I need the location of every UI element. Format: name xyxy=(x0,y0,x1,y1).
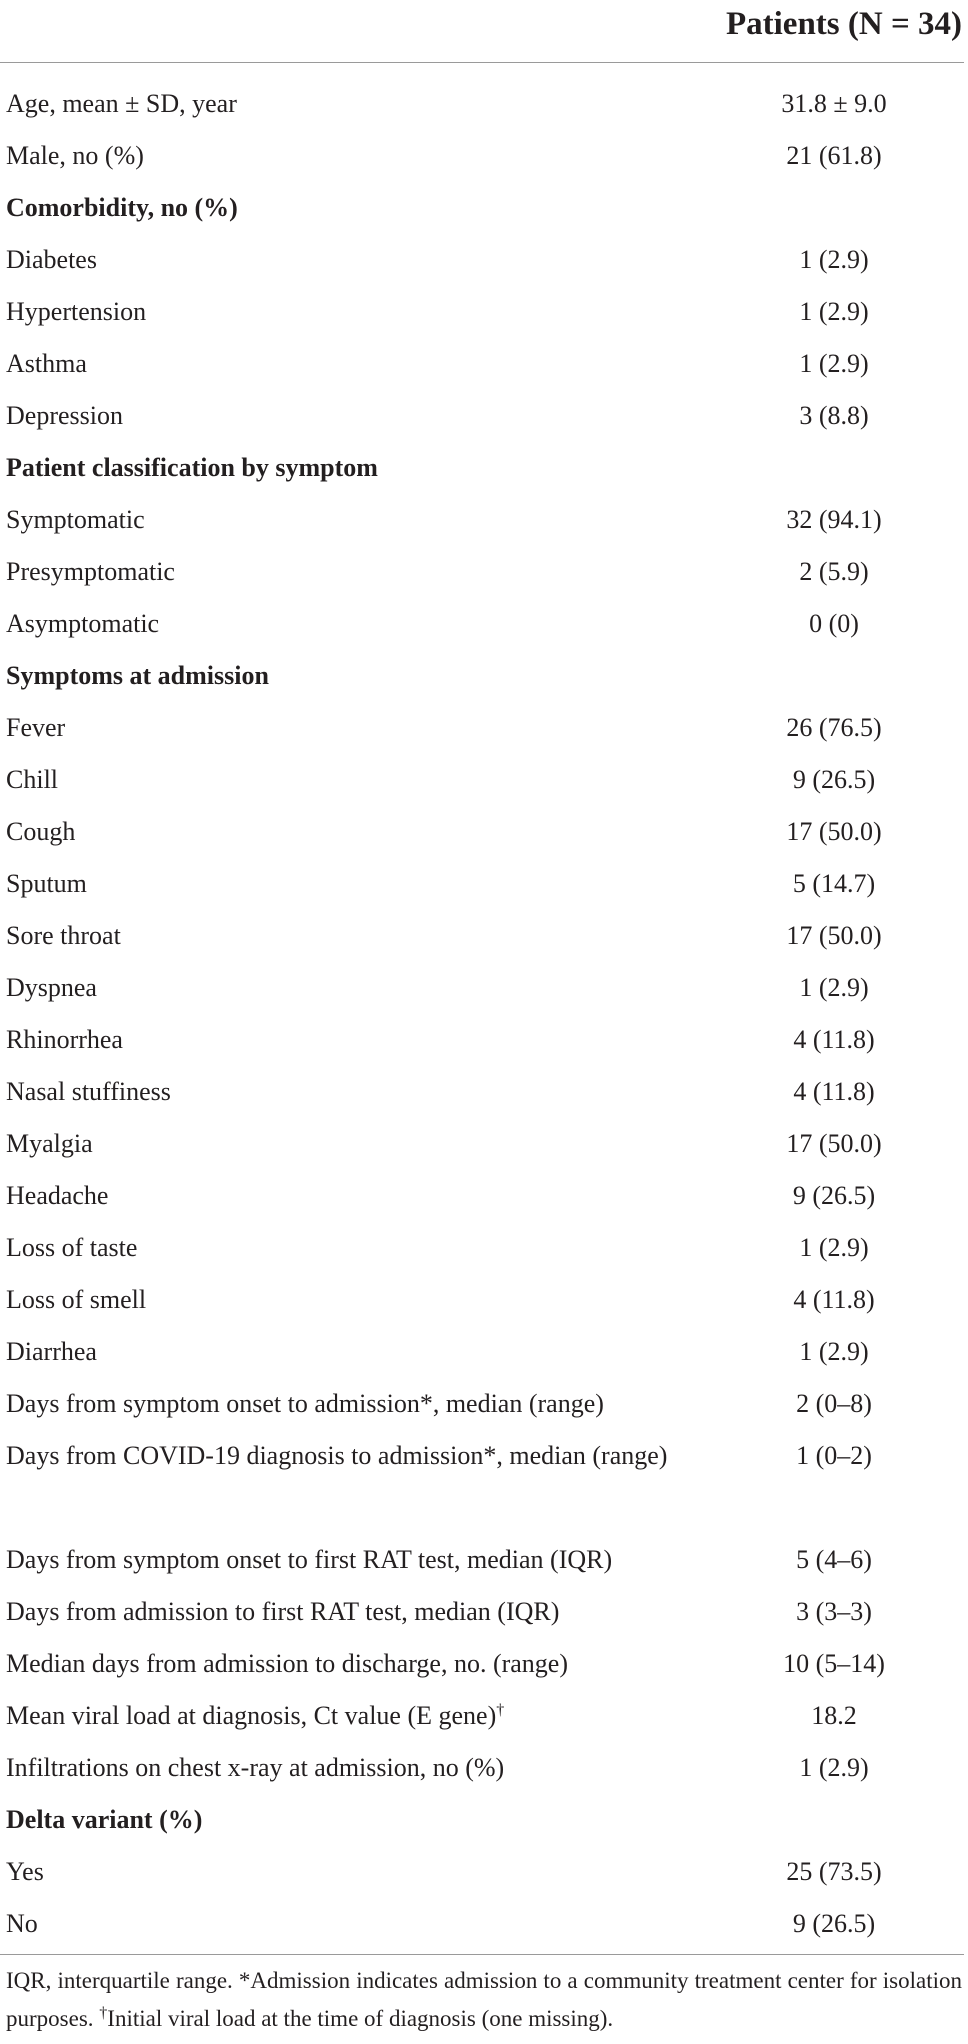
table-body xyxy=(0,84,968,1956)
table-row xyxy=(0,916,968,968)
row-label-text: Diarrhea xyxy=(6,1337,97,1366)
row-label-dagger: † xyxy=(496,1701,505,1719)
table-row xyxy=(0,604,968,656)
row-value: 1 (2.9) xyxy=(799,1337,869,1366)
table-row xyxy=(0,240,968,292)
row-label-text: Loss of smell xyxy=(6,1285,147,1314)
table-row xyxy=(0,1384,968,1436)
row-value: 4 (11.8) xyxy=(793,1025,875,1054)
section-row xyxy=(0,188,968,240)
row-value: 1 (2.9) xyxy=(799,973,869,1002)
row-label-text: Days from COVID-19 diagnosis to admission*, median (range) xyxy=(6,1441,668,1470)
row-label-text: Symptoms at admission xyxy=(6,661,269,690)
table-row xyxy=(0,864,968,916)
row-label-text: Infiltrations on chest x-ray at admission, no (%) xyxy=(6,1753,505,1782)
table-row xyxy=(0,1020,968,1072)
row-label xyxy=(0,84,690,124)
row-label xyxy=(0,1748,690,1788)
row-value: 0 (0) xyxy=(809,609,859,638)
row-value: 31.8 ± 9.0 xyxy=(781,89,887,118)
row-label-text: Loss of taste xyxy=(6,1233,138,1262)
row-label xyxy=(0,1072,690,1112)
row-label xyxy=(0,448,690,488)
row-label xyxy=(0,916,690,956)
row-label xyxy=(0,1592,690,1632)
row-label xyxy=(0,1696,690,1736)
row-label xyxy=(0,396,690,436)
row-label xyxy=(0,1644,690,1684)
footnote-text-1: IQR, interquartile range. *Admission indicates admission to a community treatment center for isolation purposes. xyxy=(6,1968,962,2031)
row-label xyxy=(0,968,690,1008)
row-label-text: Cough xyxy=(6,817,76,846)
row-label xyxy=(0,1852,690,1892)
row-label-text: Presymptomatic xyxy=(6,557,175,586)
row-label xyxy=(0,1904,690,1944)
row-label xyxy=(0,812,690,852)
row-label xyxy=(0,1332,690,1372)
row-value: 5 (14.7) xyxy=(792,869,876,898)
row-value: 9 (26.5) xyxy=(792,1909,876,1938)
section-row xyxy=(0,1800,968,1852)
row-value: 1 (2.9) xyxy=(799,245,869,274)
row-value: 4 (11.8) xyxy=(793,1285,875,1314)
row-label-text: Chill xyxy=(6,765,59,794)
row-value: 1 (0–2) xyxy=(796,1441,872,1470)
table-row xyxy=(0,396,968,448)
row-value: 3 (8.8) xyxy=(799,401,869,430)
row-label-text: Diabetes xyxy=(6,245,97,274)
table-row xyxy=(0,968,968,1020)
section-row xyxy=(0,448,968,500)
row-label xyxy=(0,1540,690,1580)
row-label-text: Patient classification by symptom xyxy=(6,453,378,482)
row-label-text: Headache xyxy=(6,1181,109,1210)
row-label-text: No xyxy=(6,1909,38,1938)
row-label-text: Age, mean ± SD, year xyxy=(6,89,237,118)
table-row xyxy=(0,1228,968,1280)
row-value: 17 (50.0) xyxy=(786,817,882,846)
table-row xyxy=(0,1332,968,1384)
table-row xyxy=(0,84,968,136)
row-value: 1 (2.9) xyxy=(799,1233,869,1262)
table-row xyxy=(0,1176,968,1228)
row-value: 2 (5.9) xyxy=(799,557,869,586)
row-label xyxy=(0,1228,690,1268)
row-label-text: Male, no (%) xyxy=(6,141,144,170)
table-row xyxy=(0,292,968,344)
table-footnote xyxy=(6,1962,962,2038)
table-row xyxy=(0,1696,968,1748)
table-row xyxy=(0,136,968,188)
row-label-text: Nasal stuffiness xyxy=(6,1077,171,1106)
row-label xyxy=(0,656,690,696)
table-row xyxy=(0,1644,968,1696)
section-row xyxy=(0,656,968,708)
row-value: 32 (94.1) xyxy=(786,505,882,534)
table-row xyxy=(0,552,968,604)
table-row xyxy=(0,1124,968,1176)
row-label xyxy=(0,708,690,748)
row-label-text: Sputum xyxy=(6,869,87,898)
table-row xyxy=(0,344,968,396)
row-value: 4 (11.8) xyxy=(793,1077,875,1106)
row-value: 10 (5–14) xyxy=(783,1649,885,1678)
row-value: 18.2 xyxy=(811,1701,857,1730)
row-label-text: Dyspnea xyxy=(6,973,97,1002)
table-row xyxy=(0,1540,968,1592)
row-label xyxy=(0,760,690,800)
row-label xyxy=(0,864,690,904)
footnote-dagger: † xyxy=(99,2004,108,2022)
table-row xyxy=(0,1280,968,1332)
row-label-text: Asymptomatic xyxy=(6,609,160,638)
row-label-text: Days from admission to first RAT test, median (IQR) xyxy=(6,1597,560,1626)
row-value: 3 (3–3) xyxy=(796,1597,872,1626)
row-value: 17 (50.0) xyxy=(786,1129,882,1158)
row-value: 9 (26.5) xyxy=(792,765,876,794)
row-value: 25 (73.5) xyxy=(786,1857,882,1886)
row-label xyxy=(0,136,690,176)
table-row xyxy=(0,760,968,812)
row-label-text: Symptomatic xyxy=(6,505,145,534)
row-label-text: Depression xyxy=(6,401,123,430)
row-label-text: Comorbidity, no (%) xyxy=(6,193,238,222)
row-label-text: Asthma xyxy=(6,349,87,378)
row-label-text: Days from symptom onset to admission*, median (range) xyxy=(6,1389,604,1418)
row-label-text: Days from symptom onset to first RAT test, median (IQR) xyxy=(6,1545,613,1574)
row-label xyxy=(0,500,690,540)
row-label-text: Mean viral load at diagnosis, Ct value (E gene) xyxy=(6,1701,497,1730)
table-row xyxy=(0,1748,968,1800)
row-label-text: Rhinorrhea xyxy=(6,1025,123,1054)
row-value: 1 (2.9) xyxy=(799,297,869,326)
row-value: 5 (4–6) xyxy=(796,1545,872,1574)
row-label-text: Median days from admission to discharge, no. (range) xyxy=(6,1649,568,1678)
row-value: 9 (26.5) xyxy=(792,1181,876,1210)
row-value: 21 (61.8) xyxy=(786,141,882,170)
row-label xyxy=(0,1020,690,1060)
table-row xyxy=(0,708,968,760)
row-value: 26 (76.5) xyxy=(786,713,882,742)
table-row xyxy=(0,1436,968,1540)
row-label xyxy=(0,292,690,332)
table-row xyxy=(0,1904,968,1956)
row-label xyxy=(0,1124,690,1164)
footer-rule xyxy=(0,1954,964,1955)
row-label xyxy=(0,1800,690,1840)
column-title: Patients (N = 34) xyxy=(725,6,962,42)
table-row xyxy=(0,500,968,552)
row-value: 1 (2.9) xyxy=(799,349,869,378)
row-label-text: Sore throat xyxy=(6,921,121,950)
row-label xyxy=(0,1384,690,1424)
row-label-text: Hypertension xyxy=(6,297,147,326)
table-row xyxy=(0,1592,968,1644)
row-label-text: Myalgia xyxy=(6,1129,93,1158)
row-label xyxy=(0,1176,690,1216)
table-row xyxy=(0,1072,968,1124)
row-label-text: Delta variant (%) xyxy=(6,1805,203,1834)
row-value: 17 (50.0) xyxy=(786,921,882,950)
row-value: 1 (2.9) xyxy=(799,1753,869,1782)
table-header xyxy=(0,0,968,62)
row-value: 2 (0–8) xyxy=(796,1389,872,1418)
table-row xyxy=(0,1852,968,1904)
footnote-text-2: Initial viral load at the time of diagnosis (one missing). xyxy=(107,2006,614,2031)
row-label xyxy=(0,1436,690,1476)
row-label xyxy=(0,604,690,644)
row-label-text: Yes xyxy=(6,1857,44,1886)
table-row xyxy=(0,812,968,864)
row-label-text: Fever xyxy=(6,713,66,742)
row-label xyxy=(0,1280,690,1320)
row-label xyxy=(0,240,690,280)
row-label xyxy=(0,552,690,592)
header-rule xyxy=(0,62,964,63)
row-label xyxy=(0,344,690,384)
row-label xyxy=(0,188,690,228)
